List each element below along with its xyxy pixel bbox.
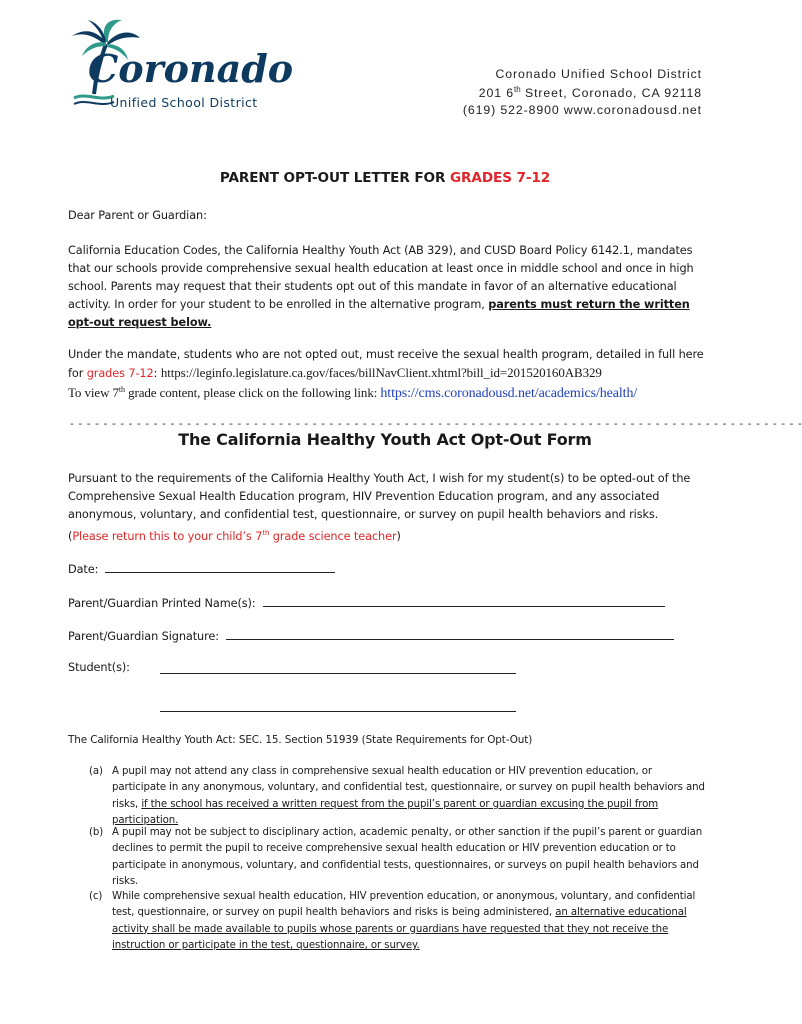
signature-field[interactable]: Parent/Guardian Signature: [68, 627, 674, 643]
student-line-1[interactable] [160, 661, 516, 677]
salutation: Dear Parent or Guardian: [68, 209, 207, 222]
letter-paragraph-2: Under the mandate, students who are not opted out, must receive the sexual health program, detailed in full here for grades 7-12: https://leginfo.legislature.ca.gov/faces/billNavClient.xhtml?bill_id=201520160AB329 [68, 348, 704, 380]
palm-tree-logo-icon [66, 16, 294, 112]
legislation-link[interactable]: https://leginfo.legislature.ca.gov/faces/billNavClient.xhtml?bill_id=201520160AB329 [160, 365, 602, 380]
district-address [463, 66, 702, 118]
district-street: 201 6th Street, Coronado, CA 92118 [478, 85, 702, 101]
date-line[interactable] [105, 560, 335, 573]
student-line-2[interactable] [160, 699, 516, 715]
district-logo [66, 16, 294, 112]
logo-subtitle: Unified School District [110, 95, 258, 110]
form-intro: Pursuant to the requirements of the California Healthy Youth Act, I wish for my student(s) to be opted-out of the Comprehensive Sexual Health Education program, HIV Prevention Education program, and any associated anonymous, voluntary, and confidential test, questionnaire, or survey on pupil health behaviors and risks. (Please return this to your child’s 7th grade science teacher) [68, 472, 691, 543]
return-note: Please return this to your child’s 7th grade science teacher [72, 529, 397, 543]
form-title: The California Healthy Youth Act Opt-Out Form [178, 430, 592, 449]
law-item-a: (a) A pupil may not attend any class in comprehensive sexual health education or HIV prevention education, or participate in any anonymous, voluntary, and confidential test, questionnaire, or survey on pupil health behaviors and risks, if the school has received a written request from the pupil’s parent or guardian excusing the pupil from participation. [89, 766, 705, 827]
title-grades: GRADES 7-12 [449, 170, 551, 186]
students-field[interactable]: Student(s): [68, 661, 130, 674]
district-contact: (619) 522-8900 www.coronadousd.net [462, 102, 702, 117]
letter-paragraph-3: To view 7th grade content, please click on the following link: https://cms.coronadousd.net/academics/health/ [68, 384, 638, 401]
letter-title: PARENT OPT-OUT LETTER FOR GRADES 7-12 [219, 170, 551, 186]
cut-line-divider: - - - - - - - - - - - - - - - - - - - - - - - - - - - - - - - - - - - - - - - - - - - - - - - - - - - - - - - - - - - - - - - - - - - - - - - - - - - - - - - - - - - - - - - - [70, 417, 802, 430]
law-item-b: (b) A pupil may not be subject to disciplinary action, academic penalty, or other sanction if the pupil’s parent or guardian declines to permit the pupil to receive comprehensive sexual health education or HIV prevention education or to participate in anonymous, voluntary, and confidential tests, questionnaires, or surveys on pupil health behaviors and risks. [89, 827, 703, 888]
district-name: Coronado Unified School District [495, 67, 702, 81]
letter-paragraph-1: California Education Codes, the California Healthy Youth Act (AB 329), and CUSD Board Policy 6142.1, mandates that our schools provide comprehensive sexual health education at least once in middle school and once in high school. Parents may request that their students opt out of this mandate in favor of an alternative educational activity. In order for your student to be enrolled in the alternative program, parents must return the written opt-out request below. [68, 244, 694, 329]
health-content-link[interactable]: https://cms.coronadousd.net/academics/health/ [380, 385, 638, 401]
law-heading: The California Healthy Youth Act: SEC. 15. Section 51939 (State Requirements for Opt-Out) [68, 734, 533, 746]
logo-wordmark: Coronado [88, 46, 294, 91]
printed-name-line[interactable] [263, 594, 665, 607]
law-item-c: (c) While comprehensive sexual health education, HIV prevention education, or anonymous, voluntary, and confidential test, questionnaire, or survey on pupil health behaviors and risks is being administered, an alternative educational activity shall be made available to pupils whose parents or guardians have requested that they not receive the instruction or participate in the test, questionnaire, or survey. [89, 891, 696, 952]
date-field[interactable]: Date: [68, 560, 335, 576]
printed-name-field[interactable]: Parent/Guardian Printed Name(s): [68, 594, 665, 610]
opt-out-emphasis: parents must return the written opt-out request below. [68, 298, 690, 329]
signature-line[interactable] [226, 627, 674, 640]
